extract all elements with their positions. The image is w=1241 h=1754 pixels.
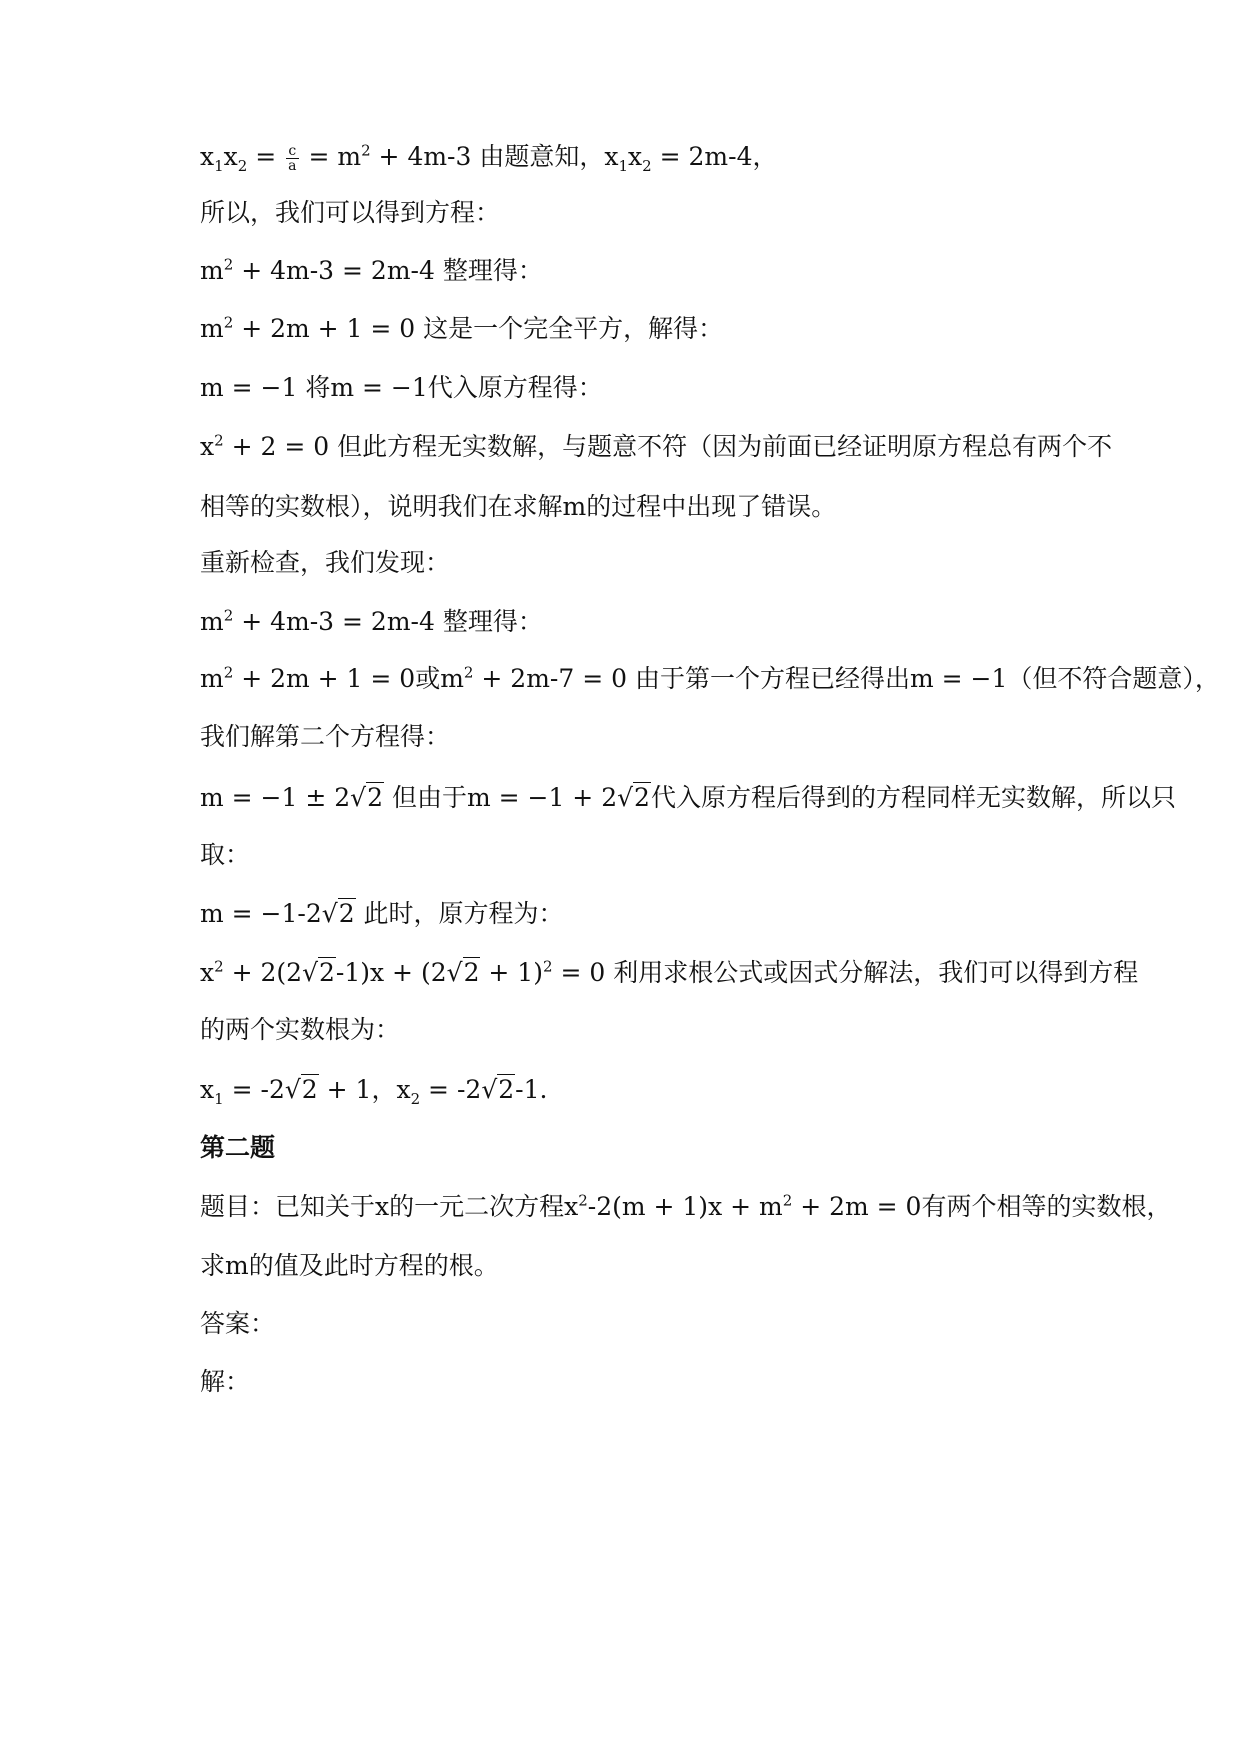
section-heading: 第二题 [200,1133,276,1162]
text-line-16: 的两个实数根为： [200,1015,401,1044]
equation-line-15: $x^2 + 2(2√2-1)x + (2√2 + 1)^2 = 0$ 利用求根公式或因式分解法，我们可以得到方程 [200,956,1100,990]
text-line-11: 我们解第二个方程得： [200,722,451,751]
text-line-7: 相等的实数根），说明我们在求解m的过程中出现了错误。 [200,492,837,521]
equation-line-14: m = −1-2√2 此时，原方程为： [200,897,1100,931]
text-line-13: 取： [200,840,251,869]
sqrt-symbol: √2 [321,899,355,928]
sqrt-symbol: √2 [284,1075,318,1104]
sqrt-symbol: √2 [350,783,383,812]
equation-line-12: m = −1 ± 2√2 但由于m = −1 + 2√2代入原方程后得到的方程同样无实数解，所以只 [200,781,1100,815]
text-line-21: 答案： [200,1309,276,1338]
equation-line-1: $x_1x_2$ = $\frac{c}{a}$ = $m^2 + 4m-3$ 由题意知，$x_1x_2 = 2m-4$， [200,141,778,175]
sqrt-symbol: √2 [481,1075,515,1104]
sqrt-symbol: √2 [617,783,650,812]
equation-line-4: $m^2 + 2m + 1 = 0$ 这是一个完全平方，解得： [200,313,724,343]
text-line-20: 求m的值及此时方程的根。 [200,1251,499,1280]
equation-line-3: $m^2 + 4m-3 = 2m-4$ 整理得： [200,255,543,285]
text-line-2: 所以，我们可以得到方程： [200,198,501,227]
text-line-8: 重新检查，我们发现： [200,548,451,577]
equation-line-6: $x^2 + 2 = 0$ 但此方程无实数解，与题意不符（因为前面已经证明原方程总有两个不 [200,431,1113,461]
sqrt-symbol: √2 [446,958,480,987]
equation-line-10: $m^2 + 2m + 1 = 0$或$m^2 + 2m-7 = 0$ 由于第一个方程已经得出m = −1（但不符合题意）， [200,663,1220,693]
equation-line-17: $x_1 = -2√2 + 1$，$x_2 = -2√2-1$. [200,1075,548,1108]
fraction-c-over-a: $\frac{c}{a}$ [288,143,297,174]
equation-line-19: 题目：已知关于x的一元二次方程$x^2-2(m + 1)x + m^2 + 2m = 0$有两个相等的实数根， [200,1191,1172,1221]
equation-line-5: m = −1 将m = −1代入原方程得： [200,373,603,402]
sqrt-symbol: √2 [302,958,335,987]
equation-line-9: $m^2 + 4m-3 = 2m-4$ 整理得： [200,606,543,636]
text-line-22: 解： [200,1367,251,1396]
